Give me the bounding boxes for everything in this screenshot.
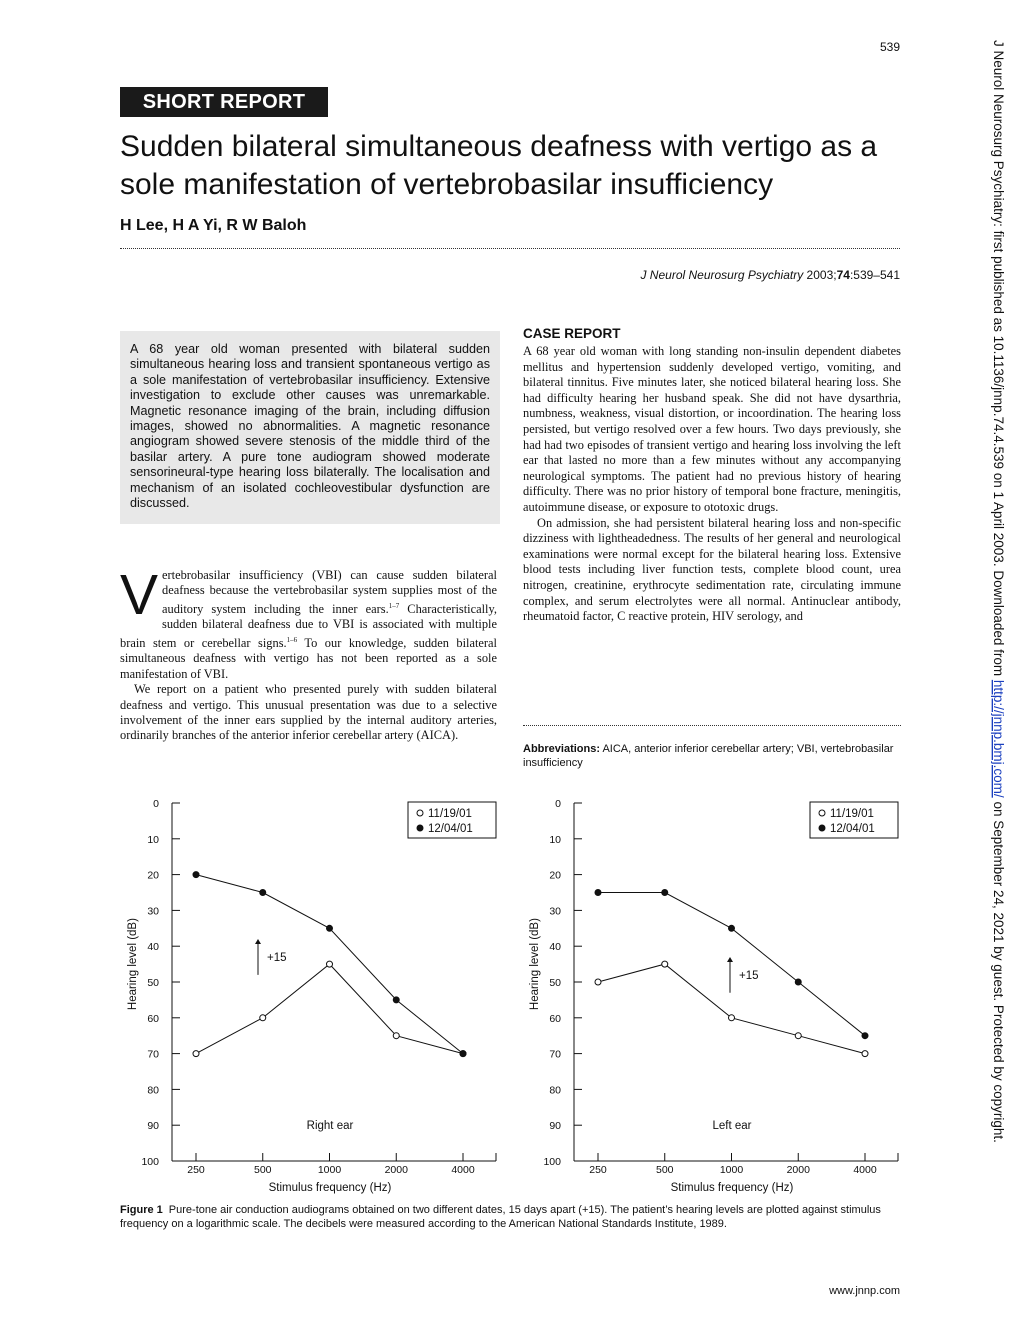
audiogram-left-ear [520,790,910,1205]
introduction [120,563,498,744]
legend-marker-0 [819,810,825,816]
y-tick-label: 70 [549,1048,561,1061]
data-point-0 [393,1033,399,1039]
y-tick-label: 30 [147,905,159,918]
author-list: H Lee, H A Yi, R W Baloh [120,217,307,234]
abstract-text: A 68 year old woman presented with bilateral sudden simultaneous hearing loss and transient spontaneous vertigo as a sole manifestation of vertebrobasilar insufficiency. Extensive investigation to exclude other causes was unremarkable. Magnetic resonance imaging of the brain, including diffusion images, showed no abnormalities. A magnetic resonance angiogram showed severe stenosis of the middle third of the basilar artery. A pure tone audiogram showed moderate sensorineural-type hearing loss bilaterally. The localisation and mechanism of an isolated cochleovestibular dysfunction are discussed. [130,342,490,511]
header-divider [120,248,900,249]
y-tick-label: 100 [141,1156,159,1168]
figure-caption [120,1203,902,1231]
data-point-1 [595,890,601,896]
legend-label-0: 11/19/01 [428,808,472,820]
article-title: Sudden bilateral simultaneous deafness with vertigo as a sole manifestation of vertebrobasilar insufficiency [120,130,878,201]
series-line-0 [598,964,865,1054]
x-tick-label: 500 [253,1164,272,1176]
legend-label-0: 11/19/01 [830,808,874,820]
figure-label: Figure 1 [120,1204,163,1216]
legend-marker-1 [819,825,825,831]
data-point-0 [595,979,601,985]
data-point-0 [327,961,333,967]
y-tick-label: 90 [549,1120,561,1133]
data-point-1 [193,872,199,878]
side-citation-suffix: on September 24, 2021 by guest. Protected by copyright. [991,797,1006,1143]
y-axis-label: Hearing level (dB) [529,918,541,1011]
abbreviations-text: AICA, anterior inferior cerebellar artery; VBI, vertebrobasilar insufficiency [523,743,894,769]
reference-sup-1: 1–7 [388,601,400,610]
data-point-1 [460,1051,466,1057]
data-point-1 [393,997,399,1003]
audiogram-right-ear [118,790,508,1205]
x-tick-label: 250 [187,1164,205,1176]
side-citation-note [982,40,1018,1300]
citation-year: 2003; [806,268,837,282]
x-axis-label: Stimulus frequency (Hz) [670,1182,794,1194]
x-tick-label: 2000 [384,1164,408,1176]
case-report-body [523,344,901,625]
legend-label-1: 12/04/01 [830,823,875,835]
side-citation-text [991,40,1006,1143]
data-point-1 [260,890,266,896]
x-tick-label: 2000 [786,1164,810,1176]
y-axis-label: Hearing level (dB) [127,918,139,1011]
y-tick-label: 50 [549,977,561,989]
page-number: 539 [879,40,900,54]
abbreviations [523,742,901,770]
y-tick-label: 40 [147,941,159,954]
footer-url[interactable]: www.jnnp.com [829,1285,900,1297]
y-tick-label: 20 [549,869,561,882]
data-point-0 [795,1033,801,1039]
y-tick-label: 60 [549,1012,561,1025]
x-tick-label: 4000 [451,1164,475,1176]
citation-pages: :539–541 [849,268,900,282]
side-citation-prefix: J Neurol Neurosurg Psychiatry: first published as 10.1136/jnnp.74.4.539 on 1 April 2003. Downloaded from [991,40,1006,680]
series-line-1 [598,893,865,1036]
legend-label-1: 12/04/01 [428,823,473,835]
data-point-1 [729,925,735,931]
y-tick-label: 10 [549,833,561,846]
data-point-1 [795,979,801,985]
y-tick-label: 0 [555,798,561,810]
y-tick-label: 90 [147,1120,159,1133]
intro-text-c: To our knowledge, sudden bilateral simultaneous deafness with vertigo has not been reported as a sole manifestation of VBI. [120,635,498,681]
audiogram-right-svg [118,790,508,1200]
legend-marker-0 [417,810,423,816]
panel-label: Right ear [306,1120,354,1133]
x-tick-label: 500 [655,1164,674,1176]
drop-cap: V [120,563,159,627]
y-tick-label: 80 [549,1084,561,1097]
intro-paragraph-1 [120,563,498,682]
case-paragraph-1: A 68 year old woman with long standing non-insulin dependent diabetes mellitus and hypertension suddenly developed vertigo, vomiting, and bilateral tinnitus. Five minutes later, she noticed bilateral hearing loss. She had difficulty hearing her husband speak. She did not have dysarthria, numbness, weakness, visual distortion, or incoordination. The hearing loss persisted, but vertigo resolved over a few hours. Two days previously, she had had two episodes of transient vertigo and hearing loss involving the left ear that lasted no more than a few minutes without any accompanying neurological symptoms. The patient had no previous history of hearing difficulty. There was no prior history of temporal bone fracture, meningitis, autoimmune disease, or exposure to ototoxic drugs. [523,344,901,514]
data-point-0 [260,1015,266,1021]
annotation-label: +15 [739,969,759,982]
data-point-0 [729,1015,735,1021]
data-point-1 [862,1033,868,1039]
data-point-1 [327,925,333,931]
x-tick-label: 1000 [719,1164,744,1176]
intro-text-a: ertebrobasilar insufficiency (VBI) can cause sudden bilateral deafness because the vertebrobasilar system supplies most of the auditory system including the inner ears. [162,568,497,616]
y-tick-label: 40 [549,941,561,954]
abbreviations-divider [523,725,901,726]
y-tick-label: 50 [147,977,159,989]
x-tick-label: 4000 [853,1164,877,1176]
y-tick-label: 30 [549,905,561,918]
abstract-box [120,331,500,524]
citation-volume: 74 [836,268,850,282]
abbreviations-label: Abbreviations: [523,743,601,755]
x-tick-label: 250 [589,1164,607,1176]
case-paragraph-2: On admission, she had persistent bilateral hearing loss and non-specific dizziness with lightheadedness. The results of her general and neurological examinations were normal except for the bilateral hearing loss. Extensive blood tests including liver function tests, complete blood count, urea nitrogen, creatinine, erythrocyte sedimentation rate, circulating immune complex, and serum electrolytes were all normal. Antinuclear antibody, rheumatoid factor, C reactive protein, HIV serology, and [523,515,901,624]
y-tick-label: 20 [147,869,159,882]
y-tick-label: 0 [153,798,159,810]
x-axis-label: Stimulus frequency (Hz) [268,1182,392,1194]
series-line-0 [196,964,463,1054]
panel-label: Left ear [712,1120,752,1133]
data-point-0 [862,1051,868,1057]
section-banner: SHORT REPORT [120,87,328,117]
y-tick-label: 80 [147,1084,159,1097]
data-point-1 [662,890,668,896]
case-report-heading: CASE REPORT [523,326,621,341]
y-tick-label: 60 [147,1012,159,1025]
annotation-label: +15 [267,951,287,964]
legend-marker-1 [417,825,423,831]
data-point-0 [662,961,668,967]
audiogram-left-svg [520,790,910,1200]
annotation-arrow-head [727,957,733,962]
reference-sup-2: 1–6 [286,635,298,644]
intro-text-b: Characteristically, sudden bilateral deafness due to VBI is associated with multiple brain stem or cerebellar signs. [120,601,497,650]
intro-paragraph-2: We report on a patient who presented purely with sudden bilateral deafness and vertigo. This unusual presentation was due to a selective involvement of the inner ears supplied by the internal auditory arteries, ordinarily branches of the anterior inferior cerebellar artery (AICA). [120,682,497,743]
annotation-arrow-head [255,939,261,944]
citation-journal: J Neurol Neurosurg Psychiatry [640,268,804,282]
y-tick-label: 10 [147,833,159,846]
side-citation-link[interactable]: http://jnnp.bmj.com/ [991,679,1006,798]
data-point-0 [193,1051,199,1057]
journal-citation [540,268,900,282]
figure-caption-text: Pure-tone air conduction audiograms obtained on two different dates, 15 days apart (+15). The patient’s hearing levels are plotted against stimulus frequency on a logarithmic scale. The decibels were measured according to the American National Standards Institute, 1989. [120,1204,881,1230]
x-tick-label: 1000 [317,1164,342,1176]
y-tick-label: 100 [543,1156,561,1168]
y-tick-label: 70 [147,1048,159,1061]
